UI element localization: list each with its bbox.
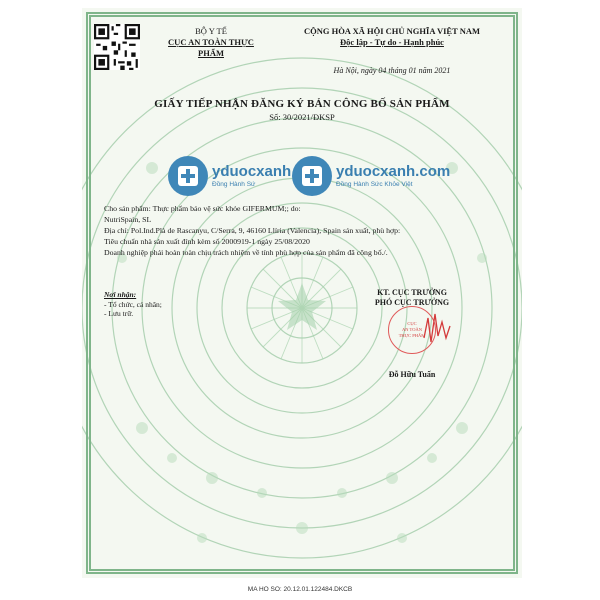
product-line: Cho sản phẩm: Thực phẩm bảo vệ sức khỏe GIFERMUM;; do: (104, 204, 301, 213)
certificate-body (104, 204, 504, 259)
handwritten-signature (422, 308, 452, 348)
pharmacy-cross-icon (168, 156, 208, 196)
signer-name: Đỗ Hữu Tuấn (388, 370, 436, 379)
stamp-text: CỤC (407, 321, 417, 326)
watermark-logo-left (168, 154, 291, 198)
recipient-item: - Tổ chức, cá nhân; (104, 299, 162, 309)
watermark-logo-right (292, 154, 450, 198)
recipients-block (104, 290, 264, 319)
responsibility-line: Doanh nghiệp phải hoàn toàn chịu trách nhiệm về tính phù hợp của sản phẩm đã công bố./. (104, 248, 388, 257)
stamp-text: AN TOÀN (402, 327, 422, 332)
issue-date: Hà Nội, ngày 04 tháng 01 năm 2021 (333, 66, 451, 75)
ministry-name: BỘ Y TẾ (195, 26, 227, 36)
national-motto: Độc lập - Tự do - Hạnh phúc (340, 37, 444, 47)
document-number: Số: 30/2021/ĐKSP (269, 112, 335, 122)
issuing-agency-header (156, 26, 266, 59)
document-title: GIẤY TIẾP NHẬN ĐĂNG KÝ BẢN CÔNG BỐ SẢN PHẨM (154, 98, 450, 110)
watermark-brand: yduocxanh.com (336, 162, 451, 180)
national-header (272, 26, 512, 48)
dossier-code: MA HO SO: 20.12.01.122484.DKCB (247, 586, 353, 593)
signature-title (322, 288, 502, 308)
company-name: NutriSpain, SL (104, 215, 152, 224)
watermark-tagline: Đồng Hành Sức Khỏe Việt (336, 180, 413, 188)
recipients-label: Nơi nhận: (104, 290, 137, 299)
signer-authority: KT. CỤC TRƯỞNG (377, 288, 447, 297)
stamp-text: THỰC PHẨM (398, 333, 426, 338)
watermark-tagline: Đồng Hành Sứ (212, 180, 256, 188)
certificate-document (82, 8, 522, 578)
recipient-item: - Lưu trữ. (104, 309, 134, 318)
agency-name: CỤC AN TOÀN THỰC PHẨM (168, 37, 254, 58)
standard-line: Tiêu chuẩn nhà sản xuất đính kèm số 2000919-1 ngày 25/08/2020 (104, 237, 310, 246)
qr-code[interactable] (94, 24, 140, 70)
watermark-brand: yduocxanh (212, 162, 292, 180)
company-address: Địa chỉ: Pol.Ind.Plà de Rascanyu, C/Serra, 9, 46160 Llíria (Valencia), Spain sản xuất, phù hợp: (104, 226, 401, 235)
signer-position: PHÓ CỤC TRƯỞNG (374, 298, 450, 307)
pharmacy-cross-icon (292, 156, 332, 196)
nation-name: CỘNG HÒA XÃ HỘI CHỦ NGHĨA VIỆT NAM (303, 26, 481, 36)
